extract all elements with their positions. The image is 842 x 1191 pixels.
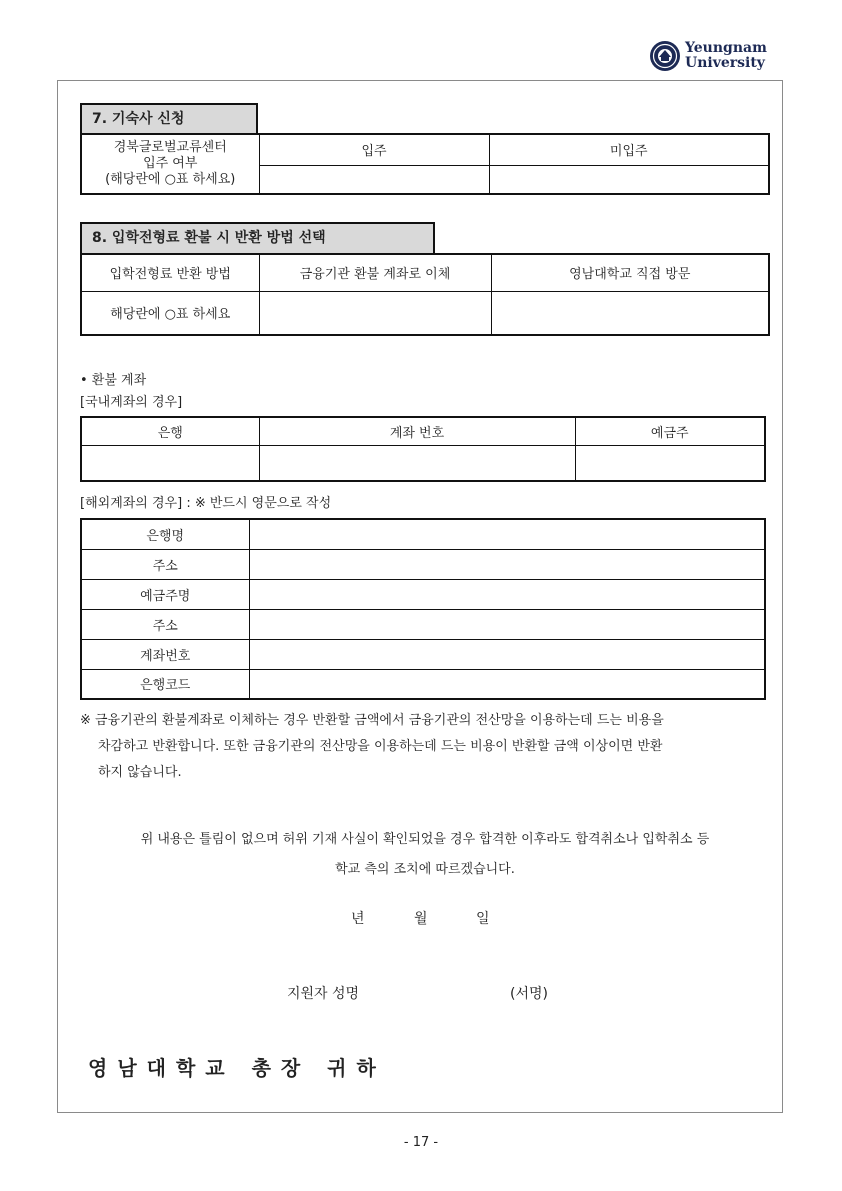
refund-method-table <box>80 253 770 336</box>
overseas-row-holder-name: 예금주명 <box>81 579 249 609</box>
signature-mark: (서명) <box>510 986 548 1002</box>
refund-account-heading: • 환불 계좌 <box>80 373 147 388</box>
domestic-header-holder: 예금주 <box>575 417 765 445</box>
overseas-row-bank-code: 은행코드 <box>81 669 249 699</box>
domestic-header-bank: 은행 <box>81 417 259 445</box>
overseas-account-label: [해외계좌의 경우] : ※ 반드시 영문으로 작성 <box>80 496 332 511</box>
domestic-account-number-cell[interactable] <box>259 445 575 481</box>
dormitory-table <box>80 133 770 195</box>
pledge-line-2: 학교 측의 조치에 따르겠습니다. <box>335 862 515 877</box>
dormitory-out-cell[interactable] <box>489 165 769 194</box>
overseas-bank-name-cell[interactable] <box>249 519 765 549</box>
dormitory-col-in: 입주 <box>259 134 489 165</box>
domestic-account-label: [국내계좌의 경우] <box>80 395 183 410</box>
refund-option-visit: 영남대학교 직접 방문 <box>491 254 769 291</box>
refund-transfer-cell[interactable] <box>259 291 491 335</box>
dormitory-label-line-1: 경북글로벌교류센터 <box>113 140 227 155</box>
domestic-header-account-number: 계좌 번호 <box>259 417 575 445</box>
section-7-title: 7. 기숙사 신청 <box>80 103 258 134</box>
date-day: 일 <box>476 911 490 927</box>
fee-notice-line-3: 하지 않습니다. <box>98 765 182 780</box>
refund-option-transfer: 금융기관 환불 계좌로 이체 <box>259 254 491 291</box>
overseas-bank-code-cell[interactable] <box>249 669 765 699</box>
university-seal-icon <box>649 40 681 72</box>
fee-notice-line-1: ※ 금융기관의 환불계좌로 이체하는 경우 반환할 금액에서 금융기관의 전산망을 이용하는데 드는 비용을 <box>80 713 664 728</box>
domestic-bank-cell[interactable] <box>81 445 259 481</box>
page-number: - 17 - <box>403 1135 439 1150</box>
date-year: 년 <box>351 911 365 927</box>
fee-notice-line-2: 차감하고 반환합니다. 또한 금융기관의 전산망을 이용하는데 드는 비용이 반환할 금액 이상이면 반환 <box>98 739 663 754</box>
domestic-account-table <box>80 416 766 482</box>
overseas-bank-address-cell[interactable] <box>249 549 765 579</box>
overseas-row-bank-address: 주소 <box>81 549 249 579</box>
refund-visit-cell[interactable] <box>491 291 769 335</box>
refund-method-header: 입학전형료 반환 방법 <box>81 254 259 291</box>
applicant-name-label: 지원자 성명 <box>287 986 360 1002</box>
section-8-title: 8. 입학전형료 환불 시 반환 방법 선택 <box>80 222 435 254</box>
university-logo-text <box>685 41 767 71</box>
university-logo <box>649 40 769 76</box>
overseas-holder-name-cell[interactable] <box>249 579 765 609</box>
overseas-account-table <box>80 518 766 700</box>
overseas-row-bank-name: 은행명 <box>81 519 249 549</box>
overseas-holder-address-cell[interactable] <box>249 609 765 639</box>
overseas-row-holder-address: 주소 <box>81 609 249 639</box>
dormitory-in-cell[interactable] <box>259 165 489 194</box>
fee-notice <box>80 708 770 786</box>
pledge-line-1: 위 내용은 틀림이 없으며 허위 기재 사실이 확인되었을 경우 합격한 이후라도 합격취소나 입학취소 등 <box>140 832 710 847</box>
domestic-holder-cell[interactable] <box>575 445 765 481</box>
refund-method-row-label: 해당란에 ○표 하세요 <box>81 291 259 335</box>
dormitory-col-out: 미입주 <box>489 134 769 165</box>
addressee: 영남대학교 총장 귀하 <box>88 1056 386 1080</box>
dormitory-label-line-3: (해당란에 ○표 하세요) <box>105 172 236 187</box>
logo-line-1: Yeungnam <box>685 40 767 56</box>
overseas-account-number-cell[interactable] <box>249 639 765 669</box>
dormitory-label-line-2: 입주 여부 <box>143 156 198 171</box>
logo-line-2: University <box>685 55 765 71</box>
dormitory-row-label <box>81 134 259 194</box>
date-month: 월 <box>414 911 428 927</box>
overseas-row-account-number: 계좌번호 <box>81 639 249 669</box>
